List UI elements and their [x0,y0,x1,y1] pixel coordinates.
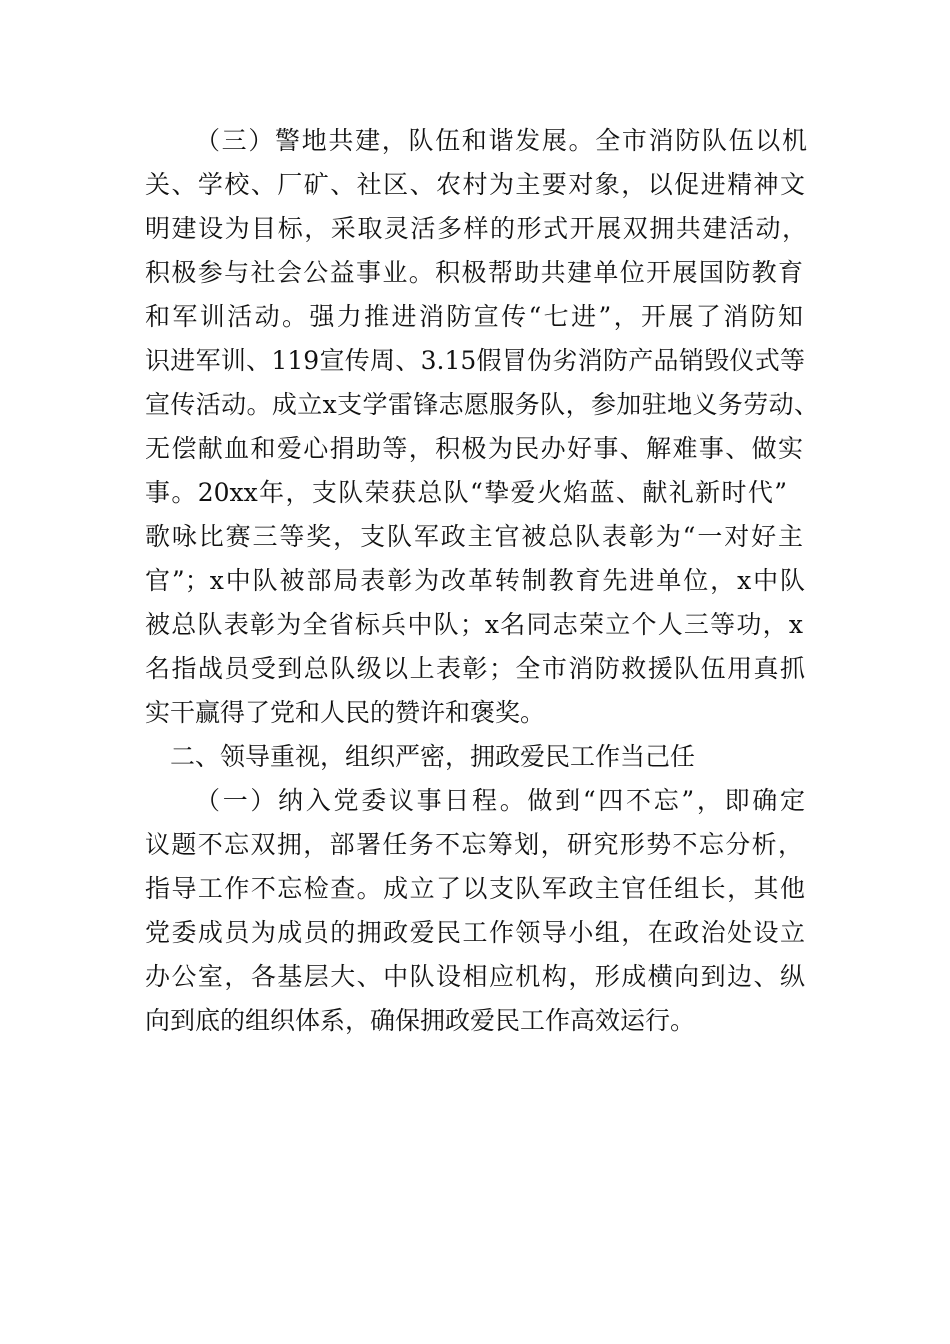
document-body [145,119,819,1043]
text-line-2: 关、学校、厂矿、社区、农村为主要对象，以促进精神文 [145,170,805,199]
text-line-11: 官”；x中队被部局表彰为改革转制教育先进单位，x中队 [145,566,805,595]
text-line-19: 党委成员为成员的拥政爱民工作领导小组，在政治处设立 [145,918,805,947]
text-line-4: 积极参与社会公益事业。积极帮助共建单位开展国防教育 [145,258,803,287]
section-heading: 二、领导重视，组织严密，拥政爱民工作当己任 [170,742,696,771]
text-line-8: 无偿献血和爱心捐助等，积极为民办好事、解难事、做实 [145,434,803,463]
text-line-7: 宣传活动。成立x支学雷锋志愿服务队，参加驻地义务劳动、 [145,390,819,419]
text-line-9: 事。20xx年，支队荣获总队“挚爱火焰蓝、献礼新时代” [145,478,787,507]
text-line-3: 明建设为目标，采取灵活多样的形式开展双拥共建活动， [145,214,807,243]
text-line-21: 向到底的组织体系，确保拥政爱民工作高效运行。 [145,1006,696,1035]
text-line-14: 实干赢得了党和人民的赞许和褒奖。 [145,698,546,727]
text-line-18: 指导工作不忘检查。成立了以支队军政主官任组长，其他 [145,874,805,903]
text-line-10: 歌咏比赛三等奖，支队军政主官被总队表彰为“一对好主 [145,522,803,551]
text-line-13: 名指战员受到总队级以上表彰；全市消防救援队伍用真抓 [145,654,805,683]
text-line-16: （一）纳入党委议事日程。做到“四不忘”，即确定 [195,786,805,815]
text-line-12: 被总队表彰为全省标兵中队；x名同志荣立个人三等功，x [145,610,803,639]
text-line-5: 和军训活动。强力推进消防宣传“七进”，开展了消防知 [145,302,803,331]
text-line-20: 办公室，各基层大、中队设相应机构，形成横向到边、纵 [145,962,805,991]
text-line-17: 议题不忘双拥，部署任务不忘筹划，研究形势不忘分析， [145,830,803,859]
text-line-6: 识进军训、119宣传周、3.15假冒伪劣消防产品销毁仪式等 [145,346,805,375]
text-line-1: （三）警地共建，队伍和谐发展。全市消防队伍以机 [195,126,807,155]
